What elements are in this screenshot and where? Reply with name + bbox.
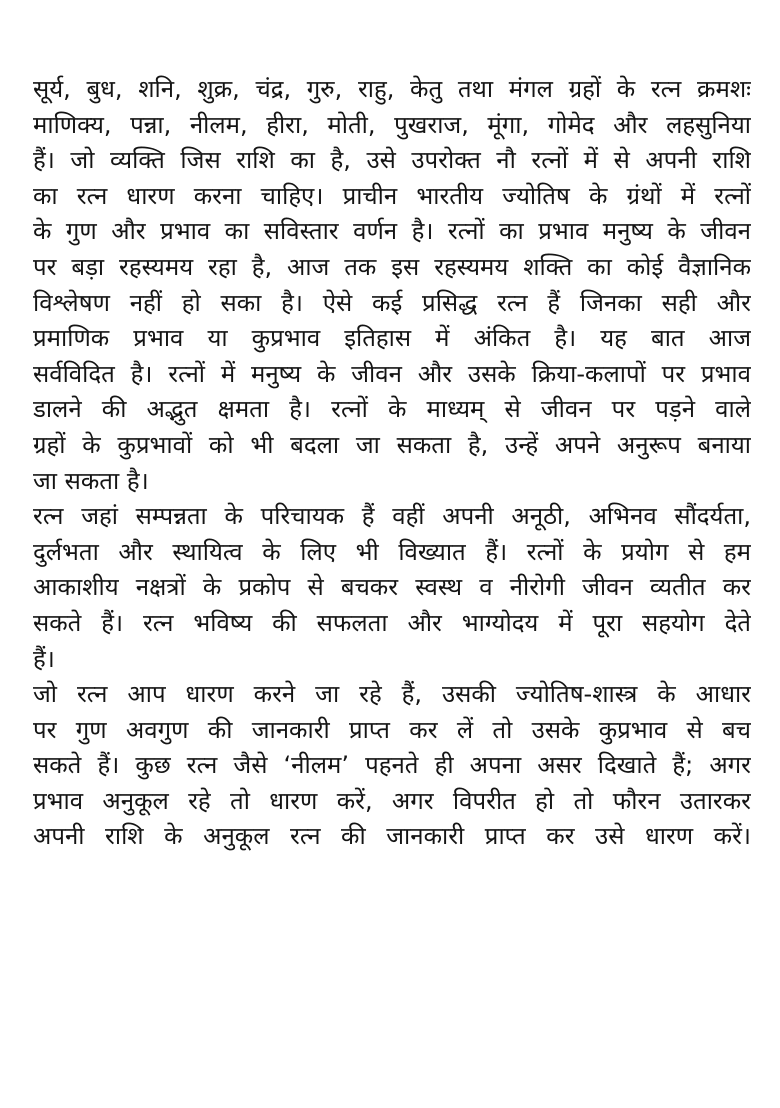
text-line: सकते हैं। रत्न भविष्य की सफलता और भाग्योदय में पूरा सहयोग देते — [33, 608, 751, 637]
text-line: डालने की अद्भुत क्षमता है। रत्नों के माध्यम् से जीवन पर पड़ने वाले — [33, 395, 751, 424]
text-line: जा सकता है। — [33, 466, 149, 495]
text-line: प्रमाणिक प्रभाव या कुप्रभाव इतिहास में अंकित है। यह बात आज — [33, 324, 751, 353]
text-line: सर्वविदित है। रत्नों में मनुष्य के जीवन और उसके क्रिया-कलापों पर प्रभाव — [33, 359, 751, 388]
text-line: का रत्न धारण करना चाहिए। प्राचीन भारतीय ज्योतिष के ग्रंथों में रत्नों — [33, 181, 751, 210]
text-line: सूर्य, बुध, शनि, शुक्र, चंद्र, गुरु, राहु, केतु तथा मंगल ग्रहों के रत्न क्रमशः — [33, 75, 751, 103]
text-line: ग्रहों के कुप्रभावों को भी बदला जा सकता है, उन्हें अपने अनुरूप बनाया — [33, 430, 751, 459]
text-line: रत्न जहां सम्पन्नता के परिचायक हैं वहीं अपनी अनूठी, अभिनव सौंदर्यता, — [33, 502, 751, 531]
text-line: अपनी राशि के अनुकूल रत्न की जानकारी प्राप्त कर उसे धारण करें। — [33, 822, 751, 851]
text-line: पर गुण अवगुण की जानकारी प्राप्त कर लें तो उसके कुप्रभाव से बच — [33, 715, 751, 744]
text-line: हैं। जो व्यक्ति जिस राशि का है, उसे उपरोक्त नौ रत्नों में से अपनी राशि — [33, 146, 751, 175]
text-line: प्रभाव अनुकूल रहे तो धारण करें, अगर विपरीत हो तो फौरन उतारकर — [33, 786, 751, 815]
text-line: हैं। — [33, 644, 55, 673]
text-line: आकाशीय नक्षत्रों के प्रकोप से बचकर स्वस्थ व नीरोगी जीवन व्यतीत कर — [33, 573, 751, 602]
text-line: के गुण और प्रभाव का सविस्तार वर्णन है। रत्नों का प्रभाव मनुष्य के जीवन — [33, 217, 751, 246]
text-line: माणिक्य, पन्ना, नीलम, हीरा, मोती, पुखराज, मूंगा, गोमेद और लहसुनिया — [33, 110, 751, 139]
text-line: दुर्लभता और स्थायित्व के लिए भी विख्यात हैं। रत्नों के प्रयोग से हम — [33, 537, 751, 566]
text-line: सकते हैं। कुछ रत्न जैसे ‘नीलम’ पहनते ही अपना असर दिखाते हैं; अगर — [33, 751, 751, 780]
text-line: पर बड़ा रहस्यमय रहा है, आज तक इस रहस्यमय शक्ति का कोई वैज्ञानिक — [33, 252, 751, 281]
document-page — [33, 72, 751, 855]
text-line: विश्लेषण नहीं हो सका है। ऐसे कई प्रसिद्ध रत्न हैं जिनका सही और — [33, 288, 751, 317]
text-line: जो रत्न आप धारण करने जा रहे हैं, उसकी ज्योतिष-शास्त्र के आधार — [33, 680, 751, 709]
